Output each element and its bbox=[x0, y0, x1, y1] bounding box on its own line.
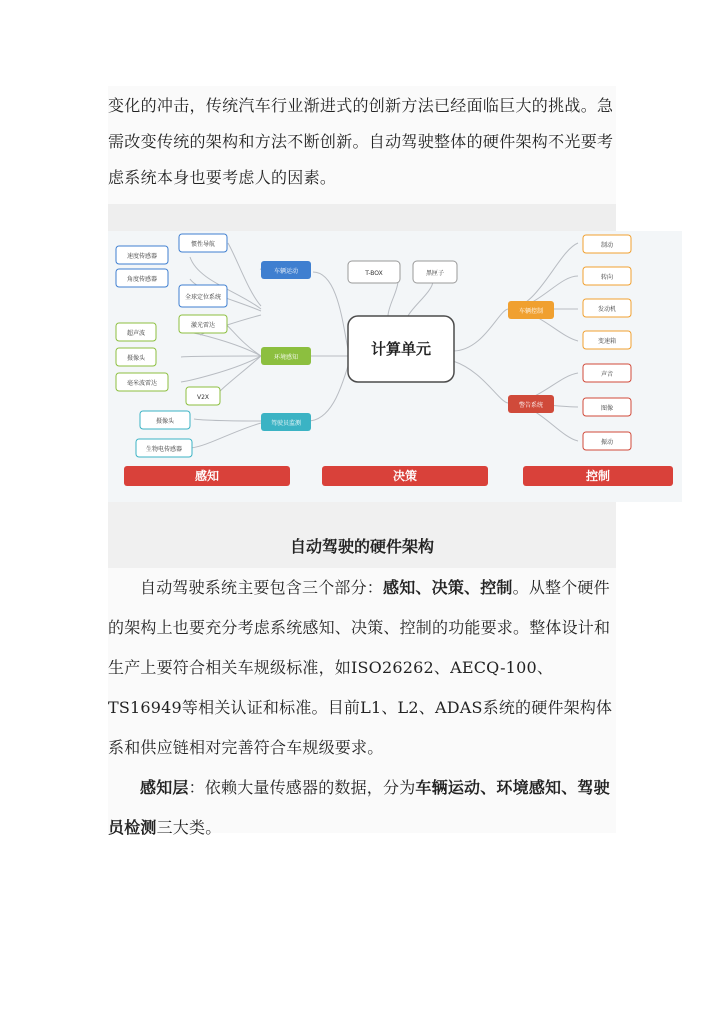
svg-text:摄像头: 摄像头 bbox=[155, 418, 175, 425]
group-vehicle-control-label: 车辆控制 bbox=[518, 308, 544, 315]
body-block bbox=[108, 568, 616, 837]
intro-block bbox=[108, 86, 616, 204]
svg-text:惯性导航: 惯性导航 bbox=[190, 241, 216, 248]
group-warning-label: 警告系统 bbox=[518, 402, 544, 409]
bar-perception-label: 感知 bbox=[194, 469, 220, 483]
svg-text:发动机: 发动机 bbox=[597, 306, 617, 313]
svg-text:图像: 图像 bbox=[600, 405, 614, 412]
center-node-label: 计算单元 bbox=[370, 340, 432, 358]
svg-text:转向: 转向 bbox=[600, 274, 614, 281]
emphasis-perception-layer: 感知层 bbox=[140, 778, 189, 797]
svg-text:速度传感器: 速度传感器 bbox=[126, 253, 158, 260]
svg-text:全球定位系统: 全球定位系统 bbox=[184, 294, 222, 301]
svg-text:振动: 振动 bbox=[600, 439, 614, 446]
svg-text:毫米波雷达: 毫米波雷达 bbox=[126, 380, 158, 387]
intro-paragraph: 变化的冲击，传统汽车行业渐进式的创新方法已经面临巨大的挑战。急需改变传统的架构和方法不断创新。自动驾驶整体的硬件架构不光要考虑系统本身也要考虑人的因素。 bbox=[108, 96, 614, 187]
hardware-architecture-diagram bbox=[108, 231, 682, 502]
group-driver-monitor-label: 驾驶员监测 bbox=[270, 420, 302, 427]
figure-caption: 自动驾驶的硬件架构 bbox=[289, 537, 434, 556]
svg-text:超声波: 超声波 bbox=[126, 330, 146, 337]
svg-text:生物电传感器: 生物电传感器 bbox=[145, 446, 183, 453]
bar-decision-label: 决策 bbox=[392, 469, 418, 483]
paragraph-overview: 自动驾驶系统主要包含三个部分：感知、决策、控制。从整个硬件的架构上也要充分考虑系统感知、决策、控制的功能要求。整体设计和生产上要符合相关车规级标准，如ISO26262、AECQ-100、TS16949等相关认证和标准。目前L1、L2、ADAS系统的硬件架构体系和供应链相对完善符合车规级要求。 bbox=[108, 578, 613, 757]
figure-top-band bbox=[108, 204, 616, 234]
emphasis-perception-categories: 车辆运动、环境感知、驾驶员检测 bbox=[108, 778, 610, 837]
svg-text:变速箱: 变速箱 bbox=[597, 338, 617, 345]
svg-text:摄像头: 摄像头 bbox=[126, 355, 146, 362]
paragraph-perception-layer: 感知层：依赖大量传感器的数据，分为车辆运动、环境感知、驾驶员检测三大类。 bbox=[108, 778, 610, 837]
group-vehicle-motion-label: 车辆运动 bbox=[273, 268, 299, 275]
svg-text:声音: 声音 bbox=[600, 371, 614, 378]
emphasis-three-parts: 感知、决策、控制 bbox=[383, 578, 513, 597]
svg-text:V2X: V2X bbox=[196, 394, 210, 401]
bar-control-label: 控制 bbox=[585, 469, 611, 483]
decision-node-tbox-label: T-BOX bbox=[365, 270, 383, 277]
svg-text:激光雷达: 激光雷达 bbox=[190, 322, 216, 329]
group-environment-label: 环境感知 bbox=[273, 354, 299, 361]
svg-text:角度传感器: 角度传感器 bbox=[126, 276, 158, 283]
svg-text:制动: 制动 bbox=[600, 242, 614, 249]
decision-node-blackbox-label: 黑匣子 bbox=[425, 270, 445, 277]
